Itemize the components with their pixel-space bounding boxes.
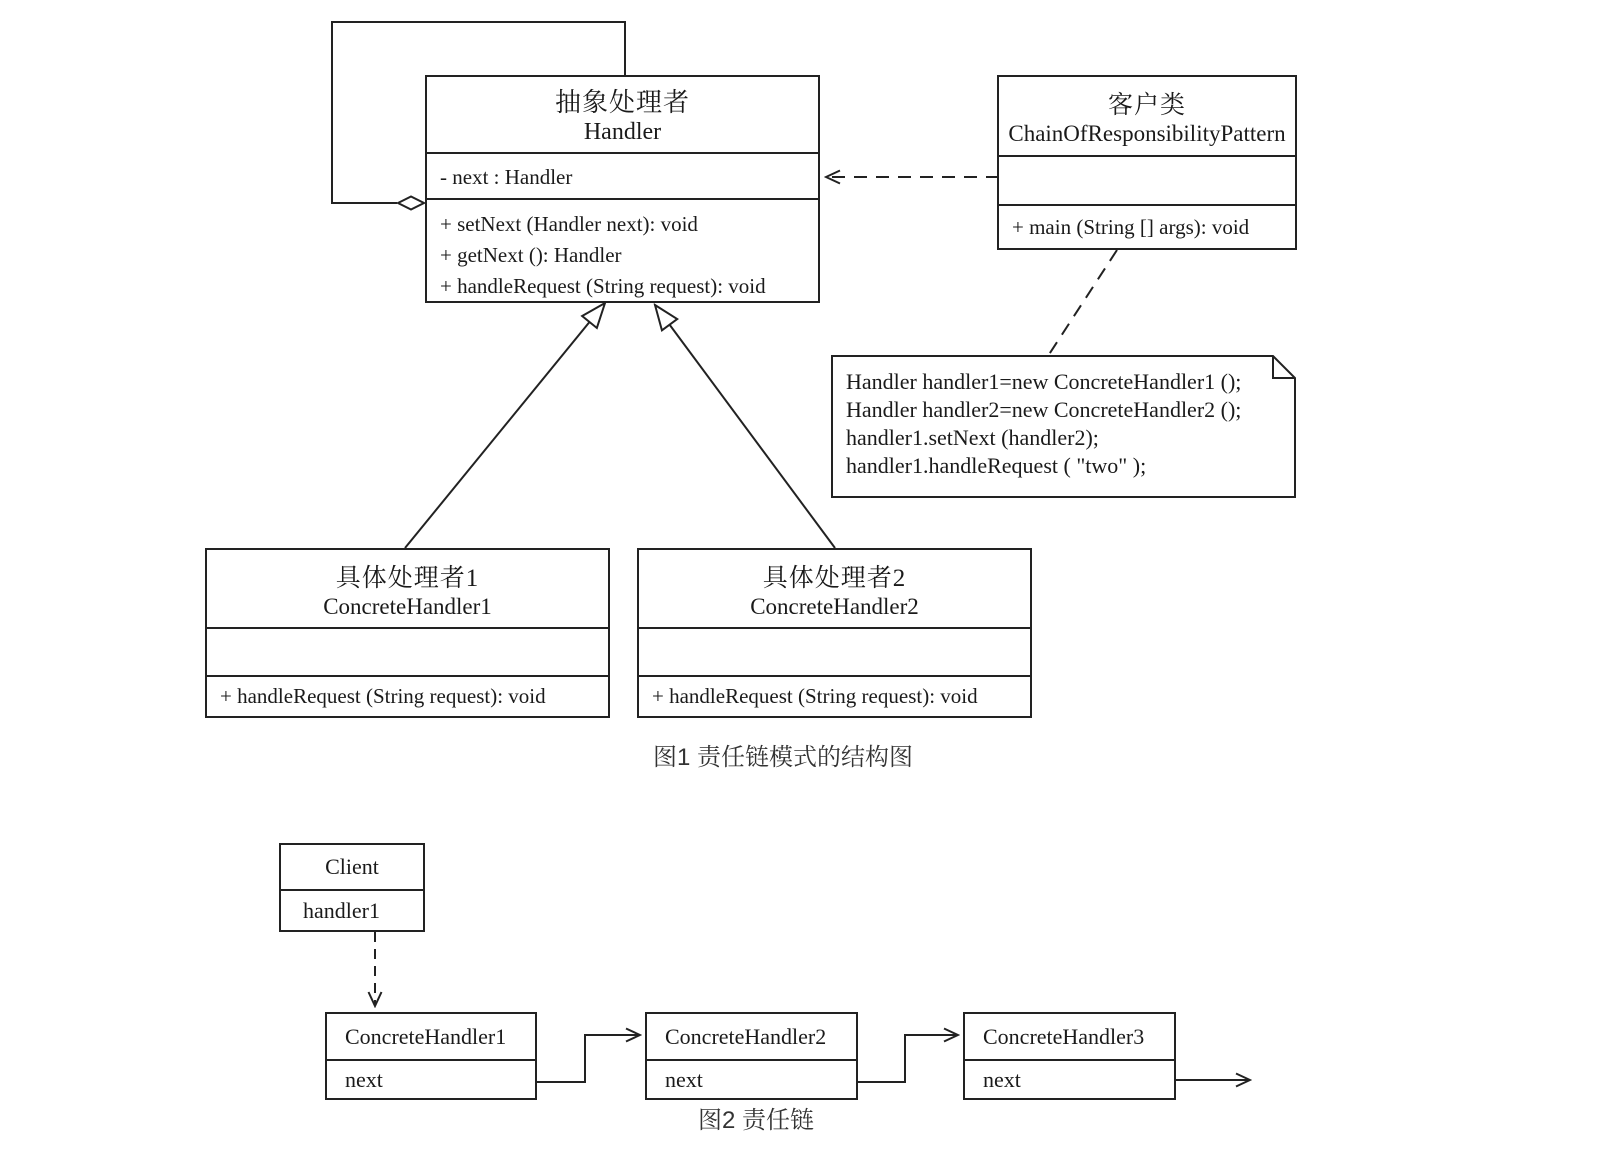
fig2-link-handler1-to-handler2: [537, 1035, 640, 1082]
figure1-caption: 图1 责任链模式的结构图: [653, 744, 914, 771]
concretehandler2-method-handlerequest: + handleRequest (String request): void: [652, 684, 978, 708]
fig2-concretehandler1-box: [325, 1012, 537, 1100]
class-box-concretehandler2: [637, 548, 1032, 718]
concretehandler2-name-cn: 具体处理者2: [762, 564, 907, 592]
handler-name-en: Handler: [583, 119, 662, 146]
fig2-concretehandler3-field: next: [965, 1059, 1174, 1098]
fig2-client-title: Client: [325, 854, 379, 879]
note-line-2: Handler handler2=new ConcreteHandler2 ();: [846, 397, 1242, 422]
fig2-concretehandler2-field: next: [647, 1059, 856, 1098]
client-title-compartment: [999, 77, 1295, 155]
fig2-link-handler2-to-handler3: [858, 1035, 958, 1082]
client-to-note-anchor-line: [1048, 250, 1117, 356]
client-method-compartment: [999, 204, 1295, 248]
concretehandler1-generalization-arrow: [405, 303, 605, 548]
concretehandler1-attribute-compartment: [207, 627, 608, 675]
handler-method-handlerequest: + handleRequest (String request): void: [440, 274, 766, 298]
fig2-client-box: [279, 843, 425, 932]
concretehandler2-title-compartment: [639, 550, 1030, 627]
handler-method-setnext: + setNext (Handler next): void: [440, 212, 698, 236]
client-method-main: + main (String [] args): void: [1012, 214, 1250, 239]
handler-title-compartment: [427, 77, 818, 152]
fig2-concretehandler3-box: [963, 1012, 1176, 1100]
class-box-client: [997, 75, 1297, 250]
handler-name-cn: 抽象处理者: [554, 88, 690, 118]
concretehandler2-name-en: ConcreteHandler2: [750, 593, 919, 619]
handler-attribute-compartment: [427, 152, 818, 198]
concretehandler2-generalization-arrow: [655, 305, 835, 548]
handler-method-compartment: [427, 198, 818, 301]
class-box-concretehandler1: [205, 548, 610, 718]
concretehandler1-title-compartment: [207, 550, 608, 627]
fig2-concretehandler1-title: ConcreteHandler1: [345, 1023, 507, 1049]
fig2-concretehandler1-field: next: [327, 1059, 535, 1098]
note-line-3: handler1.setNext (handler2);: [846, 425, 1099, 450]
client-attribute-compartment: [999, 155, 1295, 204]
note-line-1: Handler handler1=new ConcreteHandler1 ();: [846, 369, 1242, 394]
client-name-en: ChainOfResponsibilityPattern: [1008, 121, 1286, 146]
note-line-4: handler1.handleRequest ( "two" );: [846, 453, 1147, 478]
code-note-text: [846, 368, 1286, 480]
figure2-caption: 图2 责任链: [698, 1107, 815, 1134]
fig2-concretehandler2-box: [645, 1012, 858, 1100]
concretehandler2-method-compartment: [639, 675, 1030, 716]
concretehandler2-attribute-compartment: [639, 627, 1030, 675]
class-box-handler: [425, 75, 820, 303]
concretehandler1-method-handlerequest: + handleRequest (String request): void: [220, 684, 546, 708]
concretehandler1-name-en: ConcreteHandler1: [323, 593, 492, 619]
fig2-concretehandler3-title: ConcreteHandler3: [983, 1023, 1145, 1049]
fig2-concretehandler2-title: ConcreteHandler2: [665, 1023, 827, 1049]
client-name-cn: 客户类: [1107, 92, 1186, 119]
concretehandler1-method-compartment: [207, 675, 608, 716]
handler-method-getnext: + getNext (): Handler: [440, 243, 622, 267]
fig2-client-field: handler1: [281, 889, 423, 930]
handler-attribute-next: - next : Handler: [440, 164, 573, 189]
concretehandler1-name-cn: 具体处理者1: [335, 564, 480, 592]
